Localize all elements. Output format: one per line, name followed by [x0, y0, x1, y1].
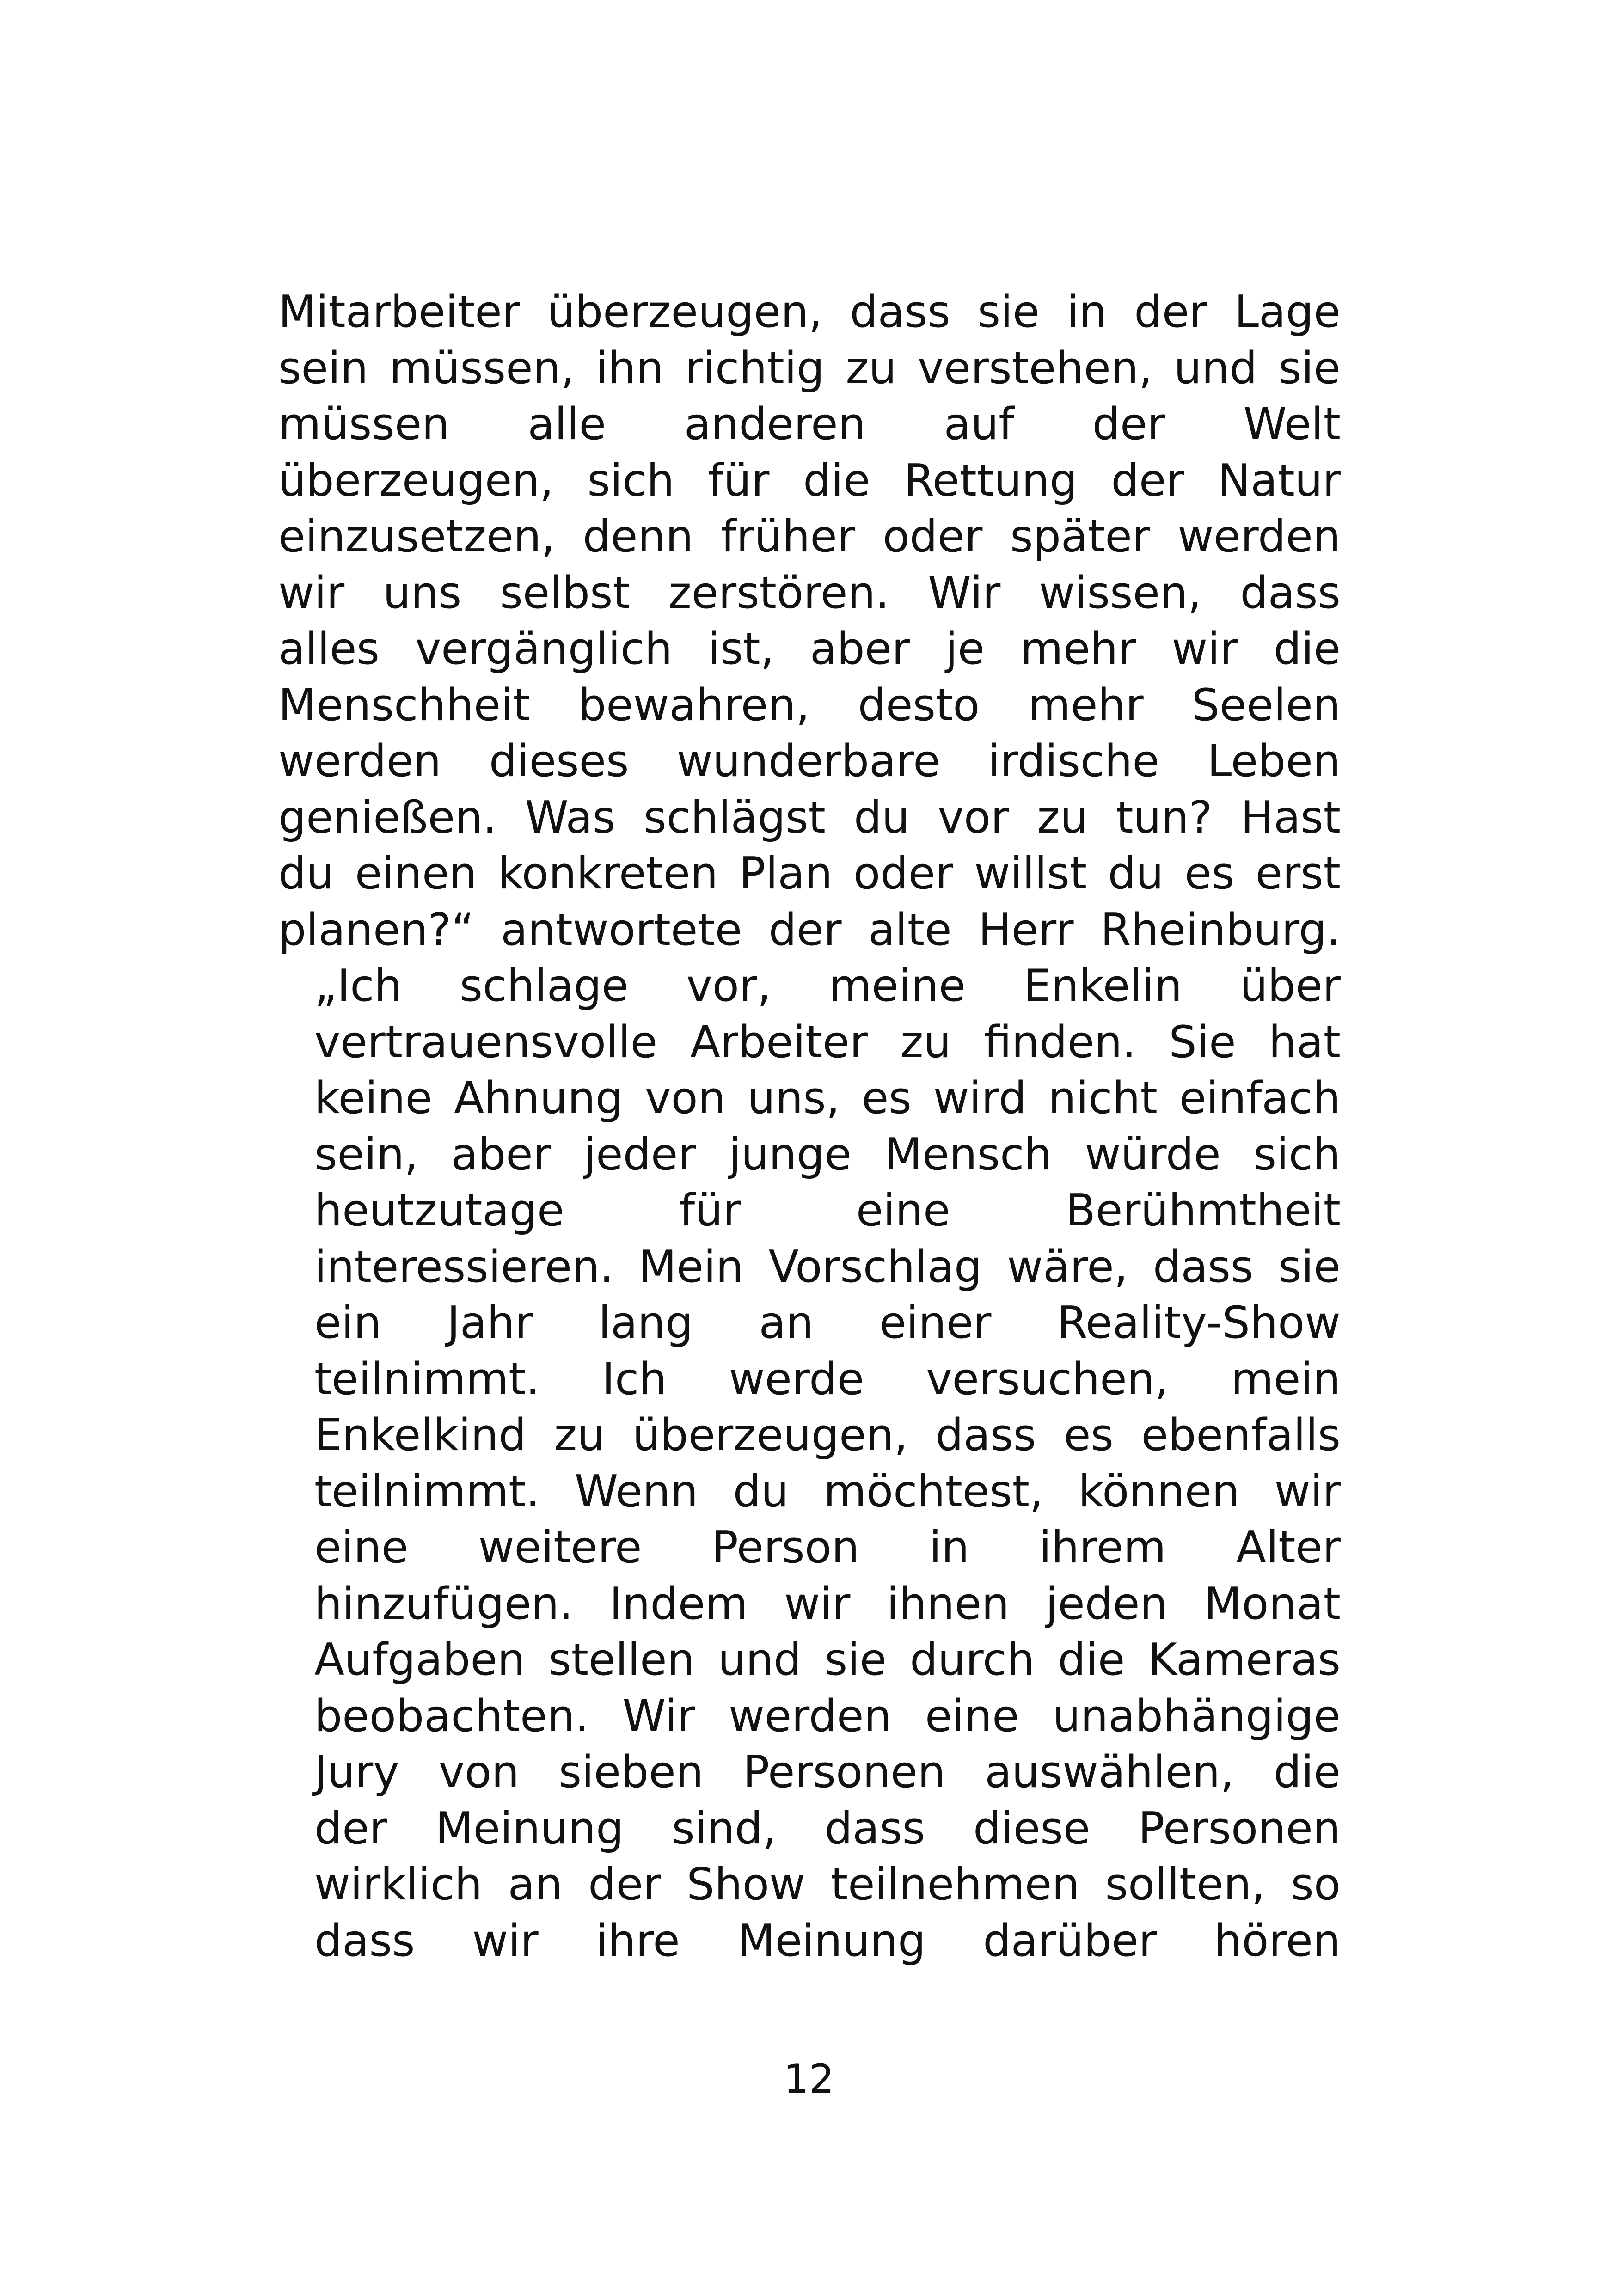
text-line: ein Jahr lang an einer Reality-Show: [314, 1298, 1341, 1348]
text-line: einzusetzen, denn früher oder später werden: [278, 511, 1341, 562]
text-line: der Meinung sind, dass diese Personen: [314, 1803, 1341, 1854]
text-line: genießen. Was schlägst du vor zu tun? Hast: [278, 792, 1341, 843]
text-line: eine weitere Person in ihrem Alter: [314, 1522, 1341, 1573]
text-line: müssen alle anderen auf der Welt: [278, 399, 1341, 450]
text-line: interessieren. Mein Vorschlag wäre, dass sie: [314, 1241, 1341, 1292]
text-line: teilnimmt. Wenn du möchtest, können wir: [314, 1466, 1341, 1517]
text-line: heutzutage für eine Berühmtheit: [314, 1185, 1341, 1236]
text-line: Aufgaben stellen und sie durch die Kameras: [314, 1635, 1341, 1685]
text-line: „Ich schlage vor, meine Enkelin über: [314, 961, 1341, 1011]
text-line: Menschheit bewahren, desto mehr Seelen: [278, 680, 1341, 731]
text-line: sein müssen, ihn richtig zu verstehen, und sie: [278, 343, 1341, 394]
text-line: werden dieses wunderbare irdische Leben: [278, 736, 1341, 787]
text-line: wir uns selbst zerstören. Wir wissen, dass: [278, 567, 1341, 618]
text-line: du einen konkreten Plan oder willst du es erst: [278, 848, 1341, 899]
text-line: teilnimmt. Ich werde versuchen, mein: [314, 1353, 1341, 1405]
text-line: dass wir ihre Meinung darüber hören: [314, 1915, 1341, 1966]
text-line: sein, aber jeder junge Mensch würde sich: [314, 1129, 1341, 1180]
text-line: beobachten. Wir werden eine unabhängige: [314, 1690, 1341, 1742]
text-line: vertrauensvolle Arbeiter zu finden. Sie hat: [314, 1016, 1341, 1068]
text-line: planen?“ antwortete der alte Herr Rheinburg.: [278, 904, 1341, 955]
text-line: wirklich an der Show teilnehmen sollten, so: [314, 1859, 1341, 1910]
body-text: [278, 284, 1341, 1969]
page-number: 12: [784, 2056, 834, 2102]
text-line: alles vergänglich ist, aber je mehr wir die: [278, 624, 1341, 674]
text-line: hinzufügen. Indem wir ihnen jeden Monat: [314, 1578, 1341, 1629]
text-line: Enkelkind zu überzeugen, dass es ebenfalls: [314, 1410, 1341, 1461]
text-line: keine Ahnung von uns, es wird nicht einfach: [314, 1073, 1341, 1124]
text-line: überzeugen, sich für die Rettung der Natur: [278, 455, 1341, 506]
text-line: Jury von sieben Personen auswählen, die: [314, 1747, 1341, 1798]
text-line: Mitarbeiter überzeugen, dass sie in der Lage: [278, 287, 1341, 337]
